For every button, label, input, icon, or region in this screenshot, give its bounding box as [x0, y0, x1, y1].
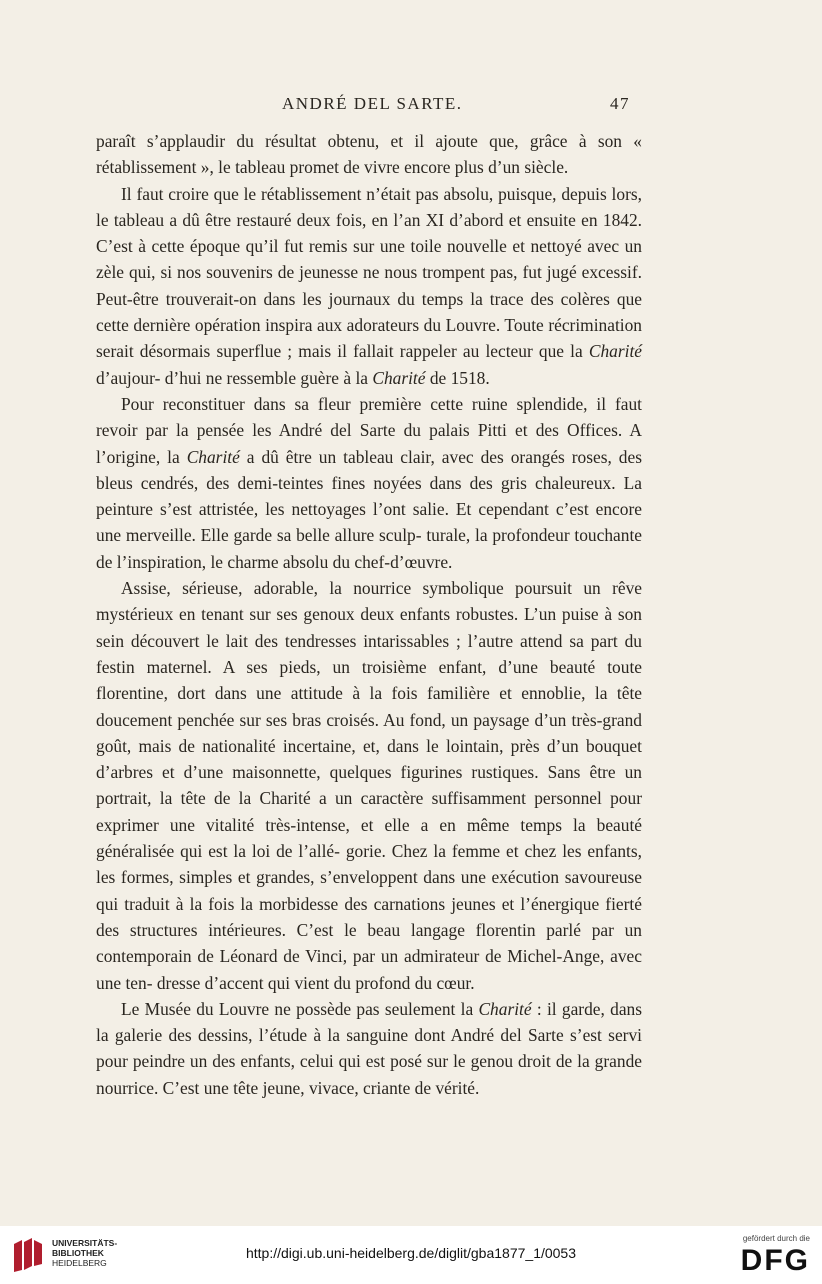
paragraph: Assise, sérieuse, adorable, la nourrice symbolique poursuit un rêve mystérieux en tenant sur ses genoux deux enfants robustes. L’un puise à son sein découvert le lait des tendresses intarissables ; l’autre attend sa part du festin maternel. A ses pieds, un troisième enfant, d’une beauté toute florentine, dort dans une attitude à la fois familière et ennoblie, la tête doucement penchée sur ses bras croisés. Au fond, un paysage d’un très-grand goût, mais de nationalité incertaine, et, dans le lointain, près d’un bouquet d’arbres et d’une maisonnette, quelques figurines rustiques. Sans être un portrait, la tête de la Charité a un caractère suffisamment personnel pour exprimer une vitalité très-intense, et elle a en même temps la beauté généralisée qui est la loi de l’allé- gorie. Chez la femme et chez les enfants, les formes, simples et grandes, s’enveloppent dans une exécution savoureuse qui traduit à la fois la morbidesse des carnations jeunes et l’énergique fierté des structures intérieures. C’est le beau langage florentin parlé par un contemporain de Léonard de Vinci, par un admirateur de Michel-Ange, avec une ten- dresse d’accent qui vient du profond du cœur. [96, 578, 642, 993]
paragraph: Le Musée du Louvre ne possède pas seulement la Charité : il garde, dans la galerie des dessins, l’étude à la sanguine dont André del Sarte s’est servi pour peindre un des enfants, celui qui est posé sur le genou droit de la grande nourrice. C’est une tête jeune, vivace, criante de vérité. [96, 998, 643, 1098]
library-line: UNIVERSITÄTS- [52, 1238, 118, 1248]
paragraph: Pour reconstituer dans sa fleur première cette ruine splendide, il faut revoir par la pensée les André del Sarte du palais Pitti et des Offices. A l’origine, la Charité a dû être un tableau clair, avec des orangés roses, des bleus cendrés, des demi-teintes fines noyées dans des gris chaleureux. La peinture s’est attristée, les nettoyages l’ont salie. Et cependant c’est encore une merveille. Elle garde sa belle allure sculp- turale, la profondeur touchante de l’inspiration, le charme absolu du chef-d’œuvre. [96, 393, 642, 572]
paragraph: paraît s’applaudir du résultat obtenu, et il ajoute que, grâce à son « rétablissement », le tableau promet de vivre encore plus d’un siècle. [96, 131, 642, 178]
body-text [96, 128, 642, 1101]
library-line: HEIDELBERG [52, 1258, 107, 1268]
dfg-logo: DFG [740, 1244, 810, 1277]
sponsor-note: gefördert durch die [742, 1234, 810, 1243]
sponsor-block [714, 1234, 810, 1277]
page-number: 47 [610, 94, 630, 113]
source-url[interactable]: http://digi.ub.uni-heidelberg.de/diglit/gba1877_1/0053 [245, 1245, 577, 1261]
library-line: BIBLIOTHEK [52, 1248, 104, 1258]
running-title: ANDRÉ DEL SARTE. [282, 94, 463, 113]
footer-bar [0, 1226, 822, 1284]
paragraph: Il faut croire que le rétablissement n’était pas absolu, puisque, depuis lors, le tableau a dû être restauré deux fois, en l’an XI d’abord et ensuite en 1842. C’est à cette époque qu’il fut remis sur une toile nouvelle et nettoyé avec un zèle qui, si nos souvenirs de jeunesse ne nous trompent pas, fut jugé excessif. Peut-être trouverait-on dans les journaux du temps la trace des colères que cette dernière opération inspira aux adorateurs du Louvre. Toute récrimination serait désormais superflue ; mais il fallait rappeler au lecteur que la Charité d’aujour- d’hui ne ressemble guère à la Charité de 1518. [96, 183, 642, 388]
